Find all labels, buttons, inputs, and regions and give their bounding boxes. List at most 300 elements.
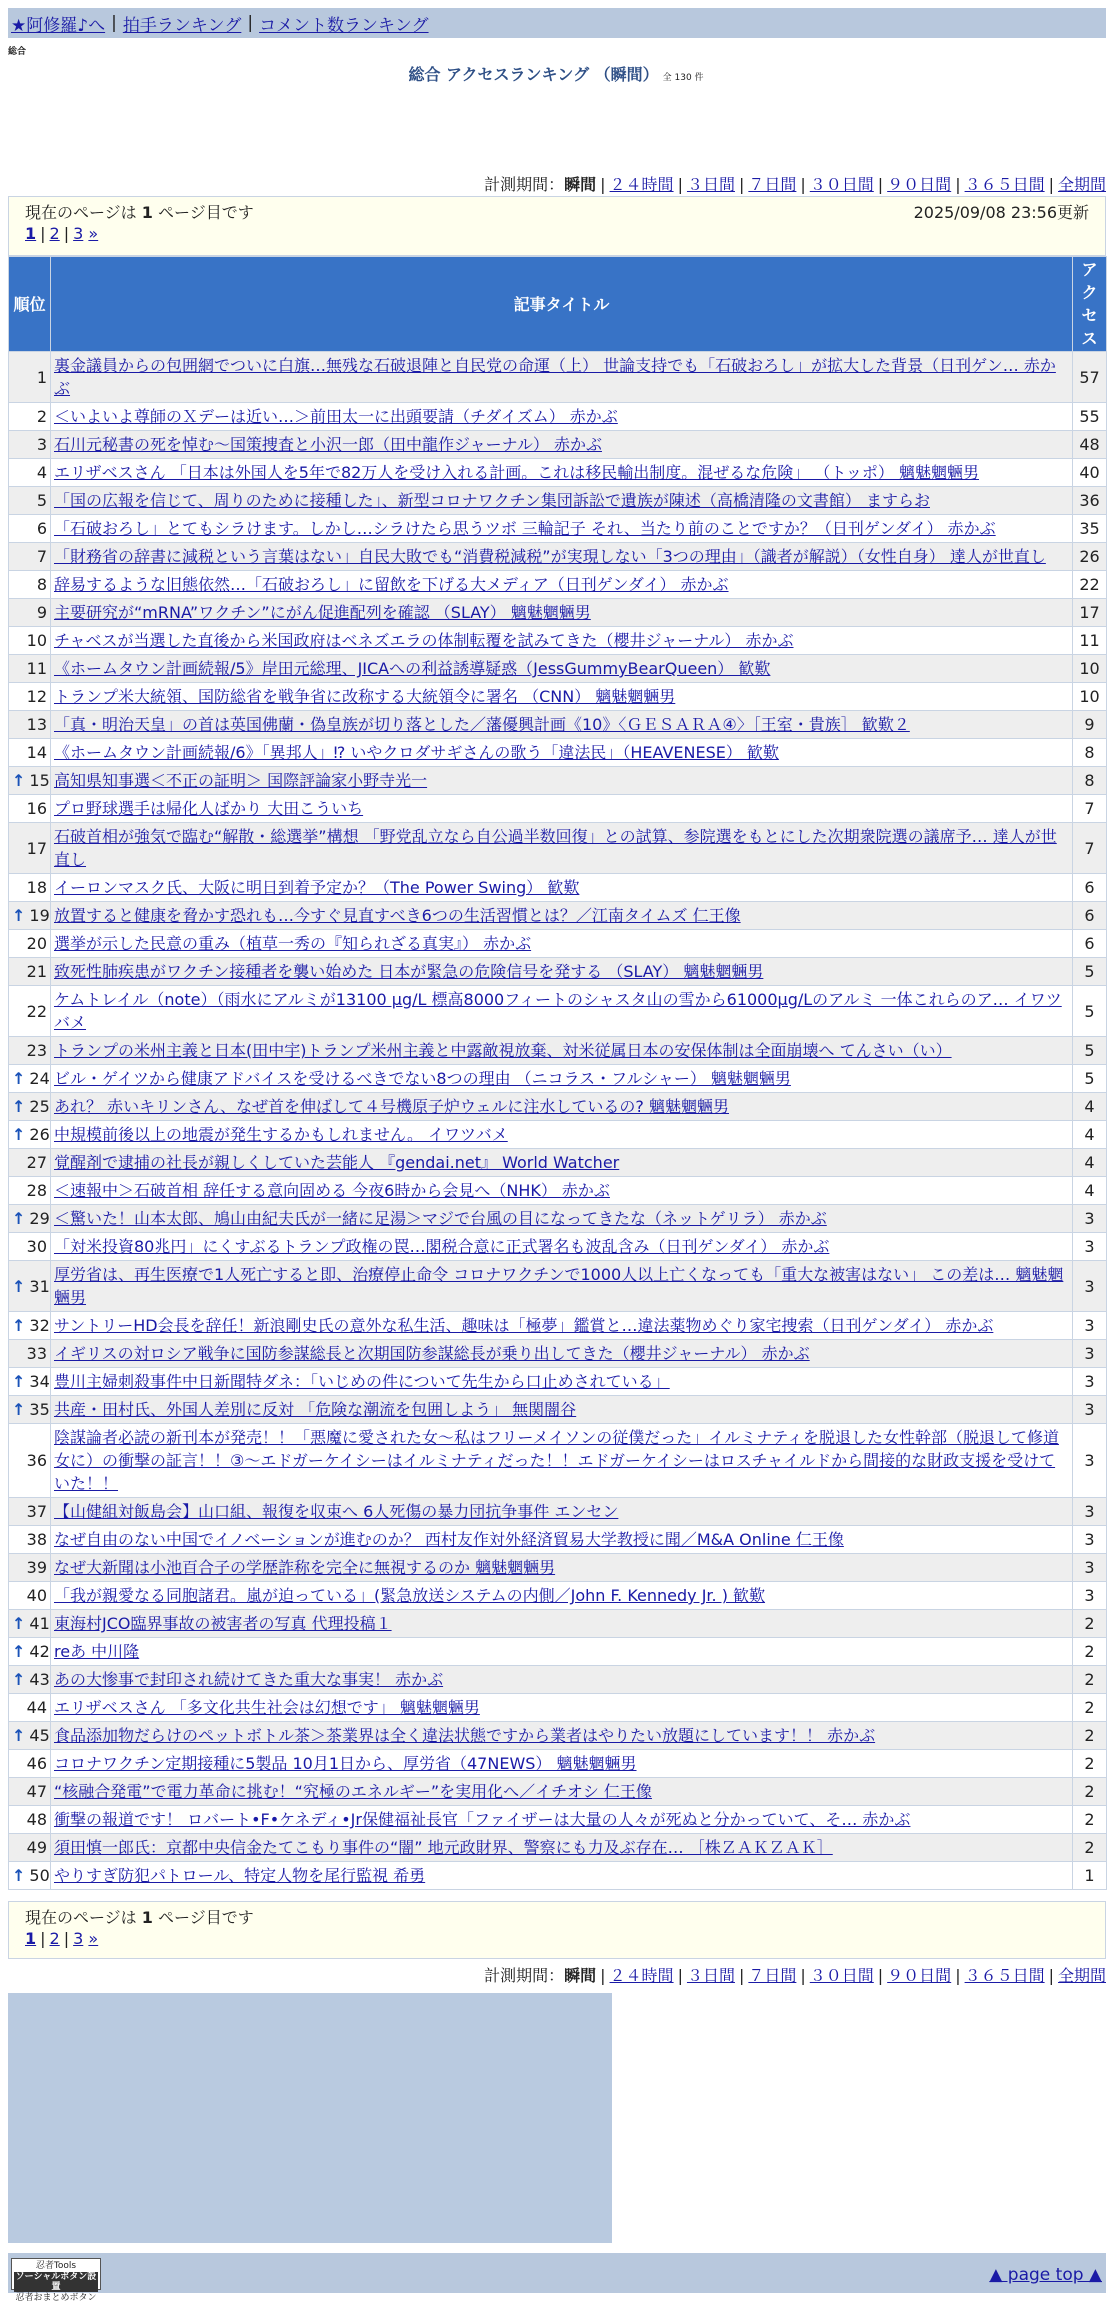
period-separator: | (955, 1966, 961, 1985)
article-link[interactable]: 選挙が示した民意の重み（植草一秀の『知られざる真実』） 赤かぶ (54, 934, 532, 953)
access-count: 11 (1073, 627, 1107, 655)
page-link-2[interactable]: 2 (49, 1929, 60, 1948)
article-link[interactable]: イギリスの対ロシア戦争に国防参謀総長と次期国防参謀総長が乗り出してきた（櫻井ジャーナル） 赤かぶ (54, 1344, 810, 1363)
ninja-tools-line1: 忍者Tools (35, 2261, 77, 2271)
rank-cell (9, 1233, 51, 1261)
rank-number: 19 (29, 906, 50, 925)
title-cell (51, 627, 1073, 655)
table-row (9, 795, 1107, 823)
period-separator: | (600, 1966, 606, 1985)
article-link[interactable]: reあ 中川隆 (54, 1642, 140, 1661)
rank-number: 17 (26, 838, 47, 858)
access-count: 6 (1073, 930, 1107, 958)
access-count: 3 (1073, 1582, 1107, 1610)
table-row (9, 403, 1107, 431)
article-link[interactable]: チャベスが当選した直後から米国政府はベネズエラの体制転覆を試みてきた（櫻井ジャーナル） 赤かぶ (54, 631, 794, 650)
title-cell (51, 1610, 1073, 1638)
access-count: 3 (1073, 1498, 1107, 1526)
access-count: 6 (1073, 874, 1107, 902)
period-separator: | (600, 175, 606, 194)
article-link[interactable]: 「国の広報を信じて、周りのために接種した」、新型コロナワクチン集団訴訟で遺族が陳述（高橋清隆の文書館） ますらお (54, 491, 930, 510)
rank-number: 37 (26, 1502, 47, 1521)
rank-number: 12 (26, 687, 47, 706)
table-row (9, 1177, 1107, 1205)
pager-status (25, 1905, 254, 1928)
article-link[interactable]: 覚醒剤で逮捕の社長が親しくしていた芸能人 『gendai.net』 World Watcher (54, 1153, 620, 1172)
up-arrow-icon: ↑ (12, 1670, 26, 1689)
article-link[interactable]: 衝撃の報道です！ ロバート•F•ケネディ•Jr保健福祉長官「ファイザーは大量の人々が死ぬと分かっていて、そ… 赤かぶ (54, 1810, 911, 1829)
rank-cell (9, 1554, 51, 1582)
access-count: 3 (1073, 1233, 1107, 1261)
article-link[interactable]: 豊川主婦刺殺事件中日新聞特ダネ：「いじめの件について先生から口止めされている」 (54, 1372, 670, 1391)
page-next-link[interactable]: » (88, 224, 99, 243)
rank-number: 32 (29, 1316, 50, 1335)
rank-cell (9, 352, 51, 403)
period-link[interactable]: 全期間 (1057, 1966, 1106, 1985)
rank-number: 50 (29, 1866, 50, 1885)
period-link[interactable]: ３日間 (686, 1966, 735, 1985)
table-row (9, 459, 1107, 487)
rank-number: 5 (36, 491, 47, 510)
nav-separator: | (247, 13, 254, 33)
article-link[interactable]: イーロンマスク氏、大阪に明日到着予定か？（The Power Swing） 歓歎 (54, 878, 580, 897)
table-row (9, 487, 1107, 515)
title-cell (51, 459, 1073, 487)
access-count: 36 (1073, 487, 1107, 515)
access-count: 3 (1073, 1205, 1107, 1233)
rank-cell (9, 711, 51, 739)
pager-bottom (8, 1901, 1106, 1959)
rank-cell (9, 986, 51, 1037)
pager-text-post: ページ目です (158, 203, 254, 222)
rank-cell (9, 459, 51, 487)
rank-number: 47 (26, 1782, 47, 1801)
article-link[interactable]: エリザベスさん 「多文化共生社会は幻想です」 魑魅魍魎男 (54, 1698, 480, 1717)
page-next-link[interactable]: » (88, 1929, 99, 1948)
page-link-3[interactable]: 3 (73, 224, 84, 243)
rank-cell (9, 1834, 51, 1862)
table-row (9, 1368, 1107, 1396)
up-arrow-icon: ↑ (12, 1316, 26, 1335)
article-link[interactable]: 【山健組対飯島会】山口組、報復を収束へ 6人死傷の暴力団抗争事件 エンセン (54, 1502, 619, 1521)
article-link[interactable]: 石川元秘書の死を悼む〜国策捜査と小沢一郎（田中龍作ジャーナル） 赤かぶ (54, 435, 602, 454)
article-link[interactable]: 「対米投資80兆円」にくすぶるトランプ政権の罠…閣税合意に正式署名も波乱含み（日刊ゲンダイ） 赤かぶ (54, 1237, 830, 1256)
title-cell (51, 543, 1073, 571)
article-link[interactable]: ケムトレイル（note）（雨水にアルミが13100 μg/L 標高8000フィートのシャスタ山の雪から61000μg/Lのアルミ 一体これらのア… イワツバメ (54, 990, 1062, 1032)
article-link[interactable]: 「真・明治天皇」の首は英国佛蘭・偽皇族が切り落とした／藩優興計画《10》〈ＧＥＳＡＲＡ④〉［王室・貴族］ 歓歎２ (54, 715, 910, 734)
rank-number: 23 (26, 1041, 47, 1060)
title-cell (51, 902, 1073, 930)
access-count: 1 (1073, 1862, 1107, 1890)
table-row (9, 1806, 1107, 1834)
access-count: 7 (1073, 795, 1107, 823)
up-arrow-icon: ↑ (12, 1614, 26, 1633)
period-selector-top (484, 172, 1106, 195)
title-cell (51, 352, 1073, 403)
article-link[interactable]: やりすぎ防犯パトロール、特定人物を尾行監視 希勇 (54, 1866, 426, 1885)
table-row (9, 823, 1107, 874)
rank-number: 45 (29, 1726, 50, 1745)
access-count: 9 (1073, 711, 1107, 739)
rank-number: 29 (29, 1209, 50, 1228)
title-cell (51, 1862, 1073, 1890)
article-link[interactable]: トランプ米大統領、国防総省を戦争省に改称する大統領令に署名 （CNN） 魑魅魍魎男 (54, 687, 676, 706)
title-cell (51, 930, 1073, 958)
period-current: 瞬間 (564, 1966, 597, 1985)
period-link[interactable]: ９０日間 (887, 175, 952, 194)
article-link[interactable]: 東海村JCO臨界事故の被害者の写真 代理投稿１ (54, 1614, 392, 1633)
article-link[interactable]: ＜驚いた！山本太郎、鳩山由紀夫氏が一緒に足湯＞マジで台風の目になってきたな（ネットゲリラ） 赤かぶ (54, 1209, 827, 1228)
article-link[interactable]: トランプの米州主義と日本(田中宇)トランプ米州主義と中露敵視放棄、対米従属日本の安保体制は全面崩壊へ てんさい（い） (54, 1041, 952, 1060)
period-separator: | (738, 1966, 745, 1985)
title-cell (51, 1177, 1073, 1205)
access-count: 5 (1073, 986, 1107, 1037)
period-link[interactable]: 全期間 (1057, 175, 1106, 194)
pager-separator: | (40, 224, 46, 243)
article-link[interactable]: “核融合発電”で電力革命に挑む！“究極のエネルギー”を実用化へ／イチオシ 仁王像 (54, 1782, 652, 1801)
rank-number: 18 (26, 878, 47, 897)
rank-cell (9, 1396, 51, 1424)
table-row (9, 1149, 1107, 1177)
rank-cell (9, 655, 51, 683)
rank-cell (9, 795, 51, 823)
rank-cell (9, 515, 51, 543)
rank-cell (9, 571, 51, 599)
category-label: 総合 (8, 47, 27, 57)
period-separator: | (800, 1966, 806, 1985)
title-cell (51, 1638, 1073, 1666)
period-selector-bottom (484, 1963, 1106, 1986)
rank-number: 38 (26, 1530, 47, 1549)
ranking-table (8, 256, 1107, 1890)
rank-cell (9, 1582, 51, 1610)
title-cell (51, 655, 1073, 683)
rank-cell (9, 1862, 51, 1890)
article-link[interactable]: 《ホームタウン計画続報/5》岸田元総理、JICAへの利益誘導疑惑（JessGummyBearQueen） 歓歎 (54, 659, 771, 678)
title-cell (51, 1424, 1073, 1498)
rank-number: 9 (36, 603, 47, 622)
rank-cell (9, 902, 51, 930)
page-title-wrap (0, 62, 1112, 85)
up-arrow-icon: ↑ (12, 1400, 26, 1419)
rank-cell (9, 1205, 51, 1233)
rank-number: 31 (29, 1276, 50, 1296)
pager-status-line (25, 200, 1089, 223)
rank-cell (9, 930, 51, 958)
access-count: 3 (1073, 1312, 1107, 1340)
period-separator: | (1048, 175, 1054, 194)
table-row (9, 543, 1107, 571)
table-row (9, 1638, 1107, 1666)
rank-number: 28 (26, 1181, 47, 1200)
article-link[interactable]: 共産・田村氏、外国人差別に反対 「危険な潮流を包囲しよう」 無関闇谷 (54, 1400, 577, 1419)
article-link[interactable]: ＜速報中＞石破首相 辞任する意向固める 今夜6時から会見へ（NHK） 赤かぶ (54, 1181, 610, 1200)
access-count: 2 (1073, 1722, 1107, 1750)
rank-number: 49 (26, 1838, 47, 1857)
article-link[interactable]: なぜ大新聞は小池百合子の学歴詐称を完全に無視するのか 魑魅魍魎男 (54, 1558, 556, 1577)
page-top-link[interactable]: ▲ page top ▲ (989, 2265, 1102, 2285)
period-link[interactable]: ３日間 (686, 175, 735, 194)
rank-cell (9, 823, 51, 874)
title-cell (51, 874, 1073, 902)
article-link[interactable]: コロナワクチン定期接種に5製品 10月1日から、厚労省（47NEWS） 魑魅魍魎男 (54, 1754, 637, 1773)
article-link[interactable]: 食品添加物だらけのペットボトル茶＞茶業界は全く違法状態ですから業者はやりたい放題にしています！！ 赤かぶ (54, 1726, 876, 1745)
access-count: 6 (1073, 902, 1107, 930)
article-count: 全 130 件 (662, 73, 704, 83)
rank-cell (9, 487, 51, 515)
rank-cell (9, 627, 51, 655)
rank-number: 1 (36, 367, 47, 387)
table-row (9, 1862, 1107, 1890)
article-link[interactable]: ＜いよいよ尊師のＸデーは近い…＞前田太一に出頭要請（チダイズム） 赤かぶ (54, 407, 618, 426)
title-cell (51, 1261, 1073, 1312)
access-count: 17 (1073, 599, 1107, 627)
title-cell (51, 1205, 1073, 1233)
article-link[interactable]: 《ホームタウン計画続報/6》「異邦人」⁉ いやクロダサギさんの歌う「違法民」（HEAVENESE） 歓歎 (54, 743, 779, 762)
period-link[interactable]: ９０日間 (887, 1966, 952, 1985)
title-cell (51, 487, 1073, 515)
access-count: 4 (1073, 1121, 1107, 1149)
access-count: 2 (1073, 1778, 1107, 1806)
table-row (9, 1834, 1107, 1862)
rank-cell (9, 1312, 51, 1340)
period-separator: | (877, 175, 884, 194)
table-row (9, 515, 1107, 543)
table-row (9, 1121, 1107, 1149)
page-link-1[interactable]: 1 (25, 224, 37, 243)
table-row (9, 739, 1107, 767)
rank-number: 35 (29, 1400, 50, 1419)
title-cell (51, 823, 1073, 874)
article-link[interactable]: エリザベスさん 「日本は外国人を5年で82万人を受け入れる計画。これは移民輸出制度。混ぜるな危険」 （トッポ） 魑魅魍魎男 (54, 463, 979, 482)
title-cell (51, 986, 1073, 1037)
access-count: 4 (1073, 1149, 1107, 1177)
table-row (9, 1778, 1107, 1806)
table-row (9, 1610, 1107, 1638)
pager-current-number: 1 (141, 1908, 153, 1927)
article-link[interactable]: ビル・ゲイツから健康アドバイスを受けるべきでない8つの理由 （ニコラス・フルシャー） 魑魅魍魎男 (54, 1069, 791, 1088)
title-cell (51, 795, 1073, 823)
table-row (9, 1233, 1107, 1261)
title-cell (51, 683, 1073, 711)
title-cell (51, 739, 1073, 767)
rank-number: 4 (36, 463, 47, 482)
access-count: 3 (1073, 1261, 1107, 1312)
access-count: 57 (1073, 352, 1107, 403)
ninja-tools-badge[interactable] (11, 2258, 101, 2303)
table-row (9, 571, 1107, 599)
pager-text-post: ページ目です (158, 1908, 254, 1927)
period-label: 計測期間： (484, 175, 565, 194)
period-separator: | (677, 175, 683, 194)
up-arrow-icon: ↑ (12, 906, 26, 925)
title-cell (51, 599, 1073, 627)
title-cell (51, 1340, 1073, 1368)
rank-cell (9, 1750, 51, 1778)
rank-cell (9, 767, 51, 795)
period-separator: | (738, 175, 745, 194)
rank-number: 25 (29, 1097, 50, 1116)
table-row (9, 1312, 1107, 1340)
access-count: 35 (1073, 515, 1107, 543)
ninja-tools-line3: 忍者おまとめボタン (15, 2293, 97, 2303)
pager-text-pre: 現在のページは (25, 1908, 137, 1927)
access-count: 2 (1073, 1666, 1107, 1694)
article-link[interactable]: 「財務省の辞書に減税という言葉はない」自民大敗でも“消費税減税”が実現しない「3つの理由」（識者が解説）（女性自身） 達人が世直し (54, 547, 1046, 566)
article-link[interactable]: 裏金議員からの包囲網でついに白旗…無残な石破退陣と自民党の命運（上） 世論支持でも「石破おろし」が拡大した背景（日刊ゲン… 赤かぶ (54, 356, 1056, 398)
rank-cell (9, 1806, 51, 1834)
col-header-title: 記事タイトル (51, 257, 1073, 352)
nav-link-comment-ranking[interactable]: コメント数ランキング (259, 15, 429, 36)
pager-links (25, 1929, 1089, 1948)
rank-cell (9, 1498, 51, 1526)
article-link[interactable]: 須田慎一郎氏：京都中央信金たてこもり事件の“闇” 地元政財界、警察にも力及ぶ存在… ［株ＺＡＫＺＡＫ］ (54, 1838, 833, 1857)
pager-text-pre: 現在のページは (25, 203, 137, 222)
nav-link-clap-ranking[interactable]: 拍手ランキング (122, 15, 242, 36)
article-link[interactable]: 放置すると健康を脅かす恐れも…今すぐ見直すべき6つの生活習慣とは？／江南タイムズ 仁王像 (54, 906, 741, 925)
period-label: 計測期間： (484, 1966, 565, 1985)
access-count: 3 (1073, 1396, 1107, 1424)
period-link[interactable]: ３６５日間 (964, 175, 1045, 194)
top-nav-bar (8, 8, 1106, 38)
table-row (9, 655, 1107, 683)
rank-number: 16 (26, 799, 47, 818)
article-link[interactable]: 主要研究が“mRNA”ワクチン”にがん促進配列を確認 （SLAY） 魑魅魍魎男 (54, 603, 591, 622)
article-link[interactable]: 石破首相が強気で臨む“解散・総選挙”構想 「野党乱立なら自公過半数回復」との試算、参院選をもとにした次期衆院選の議席予… 達人が世直し (54, 827, 1057, 869)
updated-timestamp: 2025/09/08 23:56更新 (913, 203, 1089, 222)
title-cell (51, 1121, 1073, 1149)
ad-placeholder (8, 1993, 612, 2243)
nav-link-asyura[interactable]: ★阿修羅♪へ (11, 15, 106, 36)
article-link[interactable]: なぜ自由のない中国でイノベーションが進むのか？ 西村友作対外経済貿易大学教授に聞／M&A Online 仁王像 (54, 1530, 844, 1549)
rank-number: 39 (26, 1558, 47, 1577)
table-row (9, 1424, 1107, 1498)
article-link[interactable]: 中規模前後以上の地震が発生するかもしれません。 イワツバメ (54, 1125, 508, 1144)
rank-number: 15 (29, 771, 50, 790)
col-header-access: アクセス (1073, 257, 1107, 352)
rank-cell (9, 1149, 51, 1177)
rank-cell (9, 1065, 51, 1093)
title-cell (51, 1396, 1073, 1424)
access-count: 26 (1073, 543, 1107, 571)
ninja-tools-line2: ソーシャルボタン設置 (15, 2272, 97, 2292)
rank-cell (9, 683, 51, 711)
rank-cell (9, 958, 51, 986)
access-count: 22 (1073, 571, 1107, 599)
table-row (9, 1666, 1107, 1694)
access-count: 8 (1073, 767, 1107, 795)
access-count: 2 (1073, 1750, 1107, 1778)
page-link-2[interactable]: 2 (49, 224, 60, 243)
article-link[interactable]: サントリーHD会長を辞任！新浪剛史氏の意外な私生活、趣味は「極夢」鑑賞と…違法薬物めぐり家宅捜索（日刊ゲンダイ） 赤かぶ (54, 1316, 994, 1335)
access-count: 2 (1073, 1834, 1107, 1862)
article-link[interactable]: 辞易するような旧態依然…「石破おろし」に留飲を下げる大メディア（日刊ゲンダイ） 赤かぶ (54, 575, 729, 594)
pager-status (25, 200, 254, 223)
rank-number: 20 (26, 934, 47, 953)
access-count: 2 (1073, 1694, 1107, 1722)
period-link[interactable]: ７日間 (748, 1966, 797, 1985)
title-cell (51, 1498, 1073, 1526)
table-row (9, 1694, 1107, 1722)
up-arrow-icon: ↑ (12, 1209, 26, 1228)
period-link[interactable]: ３０日間 (809, 175, 874, 194)
page-link-1[interactable]: 1 (25, 1929, 37, 1948)
pager-status-line (25, 1905, 1089, 1928)
article-link[interactable]: あれ？ 赤いキリンさん、なぜ首を伸ばして４号機原子炉ウェルに注水しているの? 魑魅魍魎男 (54, 1097, 729, 1116)
access-count: 40 (1073, 459, 1107, 487)
title-cell (51, 1312, 1073, 1340)
period-separator: | (800, 175, 806, 194)
rank-number: 3 (36, 435, 47, 454)
article-link[interactable]: 厚労省は、再生医療で1人死亡すると即、治療停止命令 コロナワクチンで1000人以上亡くなっても「重大な被害はない」 この差は… 魑魅魍魎男 (54, 1265, 1064, 1307)
article-link[interactable]: あの大惨事で封印され続けてきた重大な事実！ 赤かぶ (54, 1670, 444, 1689)
access-count: 2 (1073, 1610, 1107, 1638)
up-arrow-icon: ↑ (12, 1642, 26, 1661)
rank-cell (9, 1340, 51, 1368)
rank-number: 43 (29, 1670, 50, 1689)
article-link[interactable]: 「我が親愛なる同胞諸君。嵐が迫っている」(緊急放送システムの内側／John F. Kennedy Jr. ) 歓歎 (54, 1586, 766, 1605)
up-arrow-icon: ↑ (12, 1372, 26, 1391)
access-count: 10 (1073, 655, 1107, 683)
page-title: 総合 アクセスランキング （瞬間） (408, 65, 659, 84)
access-count: 3 (1073, 1368, 1107, 1396)
table-row (9, 1750, 1107, 1778)
rank-cell (9, 739, 51, 767)
access-count: 4 (1073, 1093, 1107, 1121)
table-row (9, 1205, 1107, 1233)
rank-number: 44 (26, 1698, 47, 1717)
access-count: 2 (1073, 1638, 1107, 1666)
rank-number: 13 (26, 715, 47, 734)
article-link[interactable]: 高知県知事選＜不正の証明＞ 国際評論家小野寺光一 (54, 771, 428, 790)
article-link[interactable]: 陰謀論者必読の新刊本が発売！！「悪魔に愛された女〜私はフリーメイソンの従僕だった」イルミナティを脱退した女性幹部（脱退して修道女に）の衝撃の証言！！③〜エドガーケイシーはイルミナティだった！！エドガーケイシーはロスチャイルドから間接的な財政支援を受けていた！！ (54, 1428, 1059, 1493)
pager-separator: | (40, 1929, 46, 1948)
access-count: 48 (1073, 431, 1107, 459)
title-cell (51, 515, 1073, 543)
table-row (9, 958, 1107, 986)
rank-number: 33 (26, 1344, 47, 1363)
rank-number: 34 (29, 1372, 50, 1391)
rank-number: 27 (26, 1153, 47, 1172)
rank-number: 22 (26, 1001, 47, 1021)
table-row (9, 1396, 1107, 1424)
table-row (9, 1261, 1107, 1312)
rank-cell (9, 1722, 51, 1750)
period-link[interactable]: ２４時間 (609, 175, 674, 194)
period-link[interactable]: ７日間 (748, 175, 797, 194)
rank-number: 41 (29, 1614, 50, 1633)
up-arrow-icon: ↑ (12, 1097, 26, 1116)
page-link-3[interactable]: 3 (73, 1929, 84, 1948)
title-cell (51, 1526, 1073, 1554)
table-row (9, 352, 1107, 403)
rank-number: 11 (26, 659, 47, 678)
article-link[interactable]: 致死性肺疾患がワクチン接種者を襲い始めた 日本が緊急の危険信号を発する （SLAY） 魑魅魍魎男 (54, 962, 764, 981)
period-link[interactable]: ３０日間 (809, 1966, 874, 1985)
period-link[interactable]: ２４時間 (609, 1966, 674, 1985)
access-count: 55 (1073, 403, 1107, 431)
rank-cell (9, 1177, 51, 1205)
period-link[interactable]: ３６５日間 (964, 1966, 1045, 1985)
article-link[interactable]: 「石破おろし」とてもシラけます。しかし…シラけたら思うツボ 三輪記子 それ、当たり前のことですか？（日刊ゲンダイ） 赤かぶ (54, 519, 996, 538)
table-row (9, 1093, 1107, 1121)
nav-separator: | (111, 13, 117, 33)
rank-cell (9, 1778, 51, 1806)
rank-cell (9, 543, 51, 571)
rank-number: 40 (26, 1586, 47, 1605)
access-count: 5 (1073, 958, 1107, 986)
article-link[interactable]: プロ野球選手は帰化人ばかり 大田こういち (54, 799, 364, 818)
